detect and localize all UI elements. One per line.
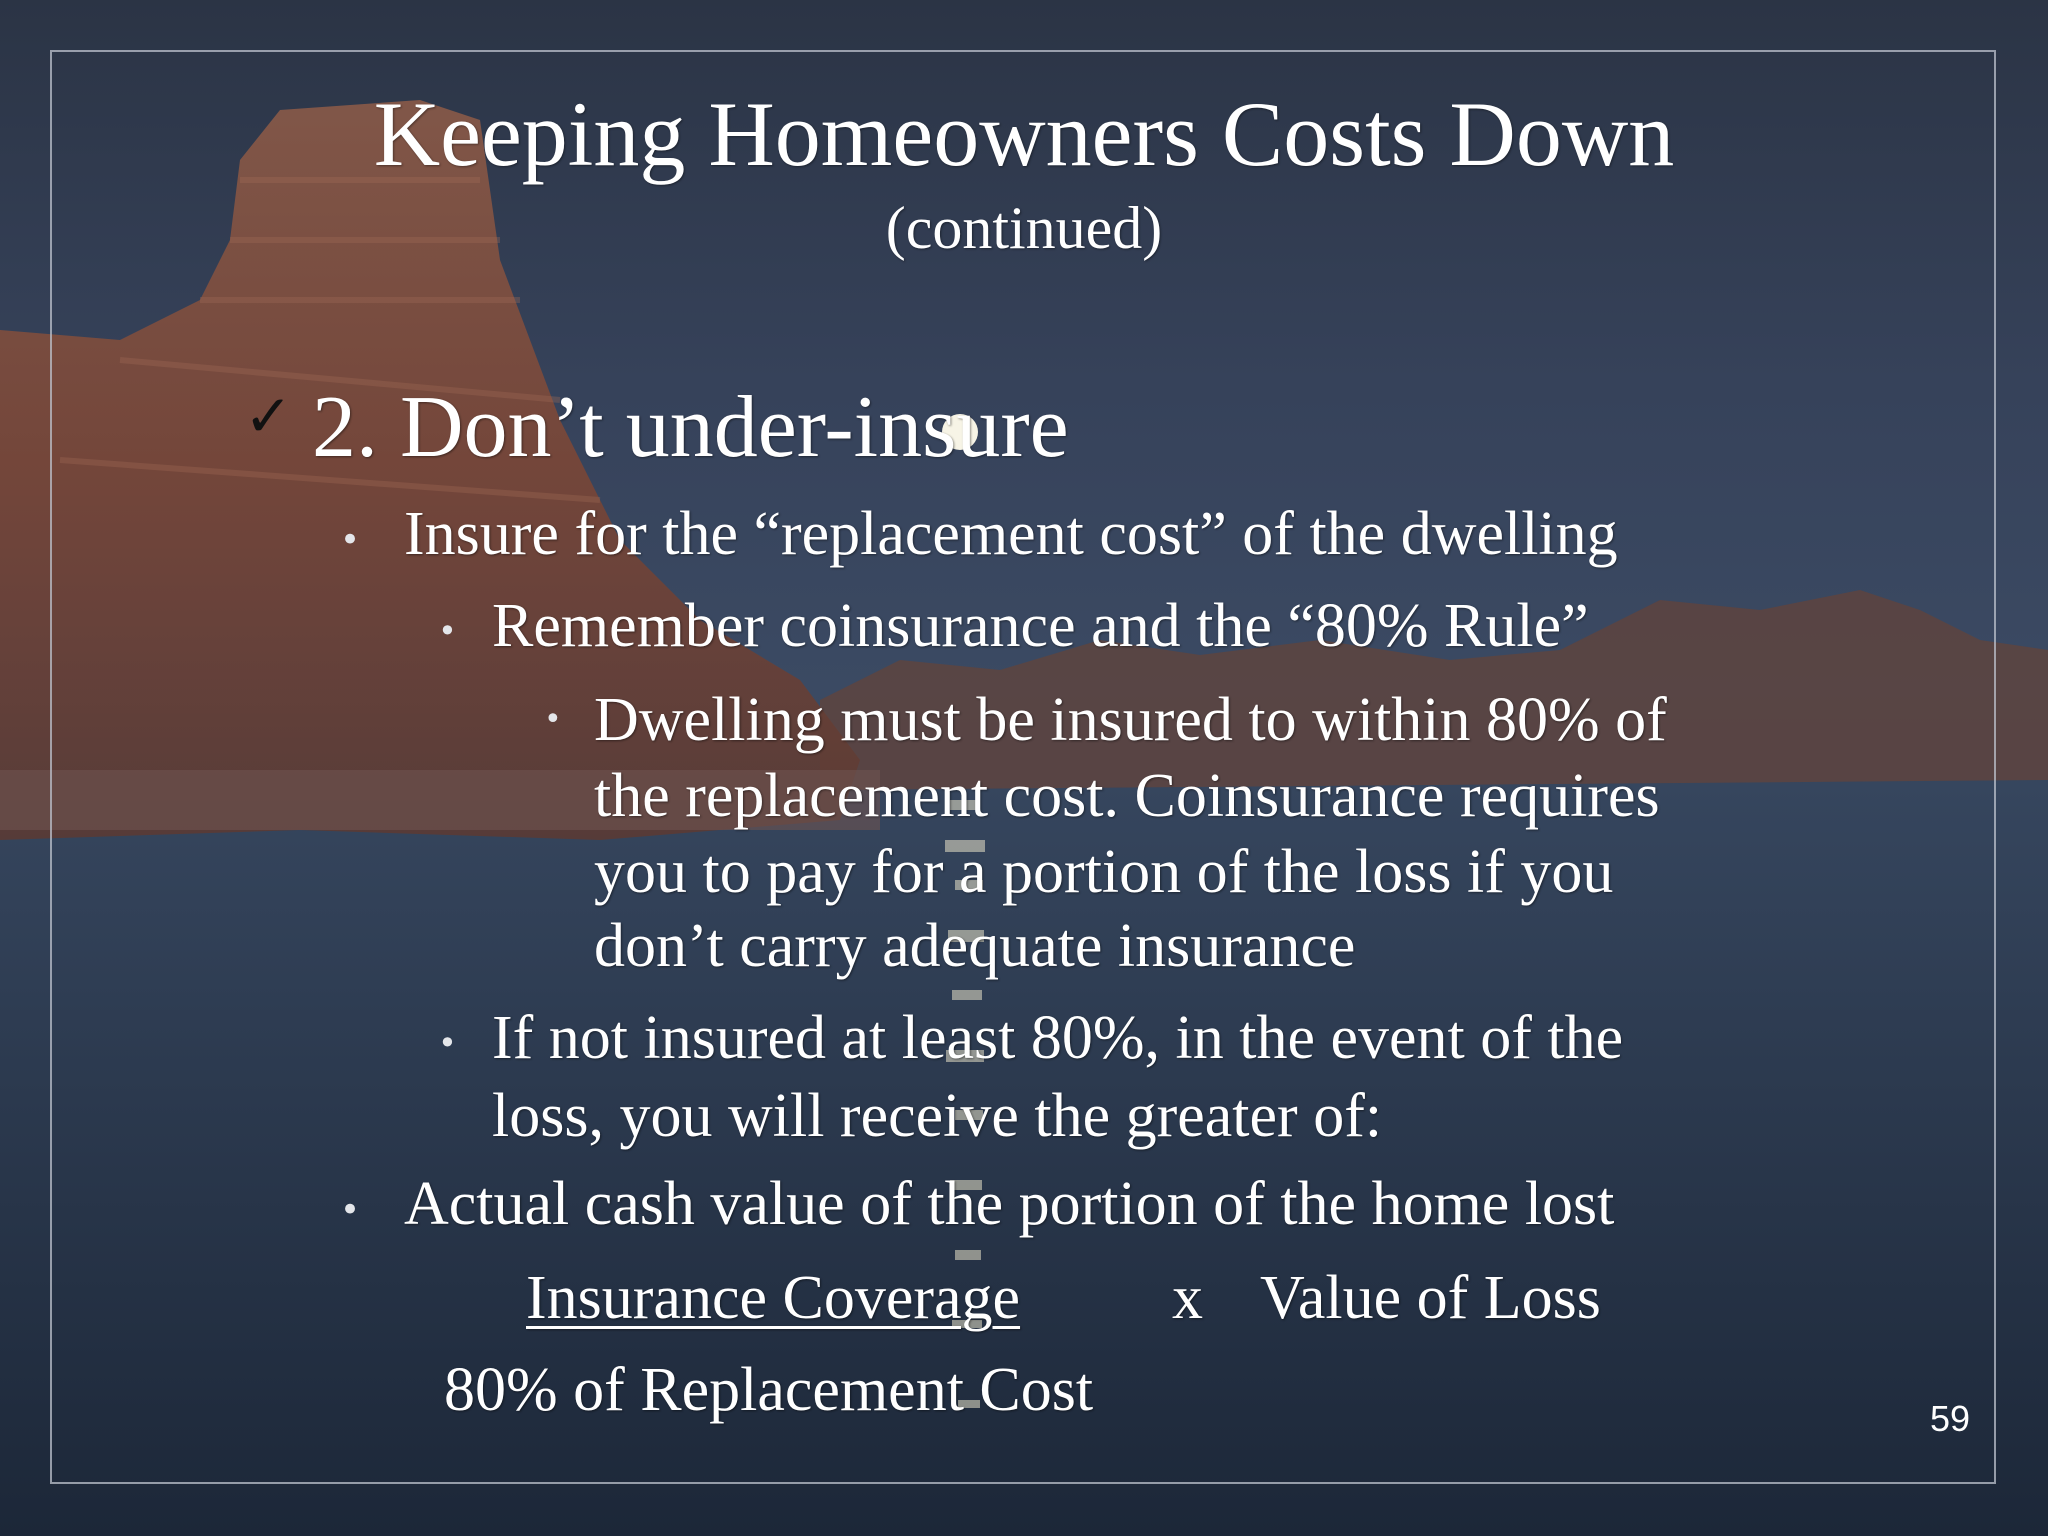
formula-denominator: 80% of Replacement Cost <box>444 1356 1094 1424</box>
bullet-dwelling-line-2: the replacement cost. Coinsurance requires <box>594 762 1660 830</box>
bullet-dwelling-line-3: you to pay for a portion of the loss if you <box>594 838 1614 906</box>
bullet-icon: • <box>438 612 457 650</box>
formula-multiplier: Value of Loss <box>1260 1264 1601 1332</box>
bullet-dwelling-line-4: don’t carry adequate insurance <box>594 912 1356 980</box>
page-number: 59 <box>1930 1398 1971 1439</box>
bullet-dwelling-line-1: Dwelling must be insured to within 80% of <box>594 686 1667 754</box>
slide-subtitle: (continued) <box>885 195 1163 261</box>
bullet-actual-cash-value: Actual cash value of the portion of the home lost <box>404 1170 1615 1238</box>
checkmark-icon: ✓ <box>244 382 293 450</box>
section-heading: 2. Don’t under-insure <box>312 379 1069 476</box>
bullet-icon: • <box>340 1190 361 1230</box>
formula-numerator: Insurance Coverage <box>526 1264 1021 1332</box>
formula-operator: x <box>1172 1264 1203 1332</box>
bullet-icon: • <box>544 702 562 737</box>
bullet-replacement-cost: Insure for the “replacement cost” of the dwelling <box>404 500 1618 568</box>
bullet-icon: • <box>340 520 361 560</box>
bullet-80-rule: Remember coinsurance and the “80% Rule” <box>492 592 1589 660</box>
bullet-icon: • <box>438 1024 457 1062</box>
slide-title: Keeping Homeowners Costs Down <box>373 83 1675 185</box>
bullet-not-insured-line-1: If not insured at least 80%, in the event of the <box>492 1004 1624 1072</box>
bullet-not-insured-line-2: loss, you will receive the greater of: <box>492 1082 1383 1150</box>
